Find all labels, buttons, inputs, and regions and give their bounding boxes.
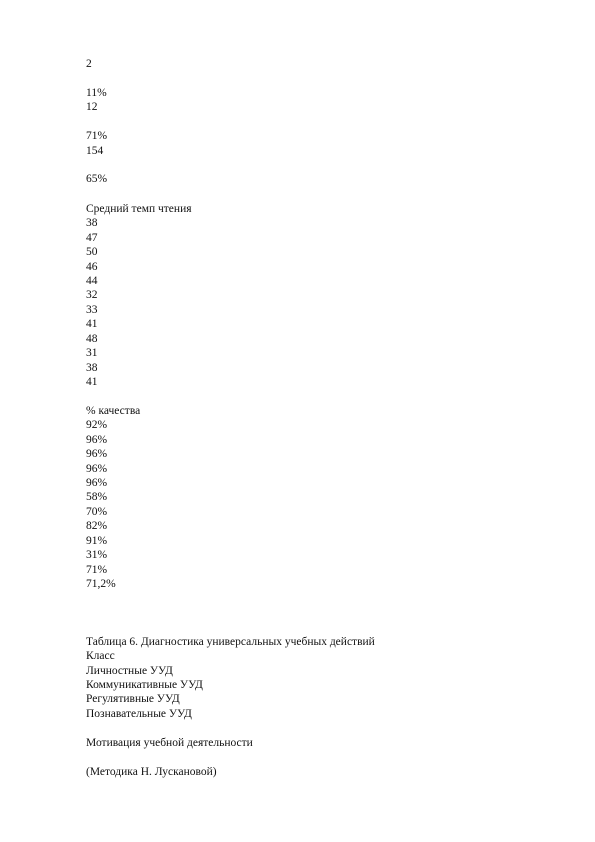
text-line: 154 — [86, 145, 104, 157]
tempo-value: 44 — [86, 275, 98, 287]
quality-value: 91% — [86, 535, 108, 547]
text-line: 11% — [86, 87, 107, 99]
quality-value: 70% — [86, 506, 108, 518]
quality-value: 96% — [86, 434, 108, 446]
table-caption: Таблица 6. Диагностика универсальных учебных действий — [86, 636, 375, 648]
quality-value: 71,2% — [86, 578, 116, 590]
tempo-value: 47 — [86, 232, 98, 244]
text-line: 71% — [86, 130, 108, 142]
tempo-value: 33 — [86, 304, 98, 316]
quality-value: 96% — [86, 463, 108, 475]
table-row-label: Познавательные УУД — [86, 708, 192, 720]
table-row-label: Коммуникативные УУД — [86, 679, 203, 691]
quality-heading: % качества — [86, 405, 141, 417]
quality-value: 92% — [86, 419, 108, 431]
text-line: 65% — [86, 173, 108, 185]
tempo-value: 38 — [86, 362, 98, 374]
motivation-heading: Мотивация учебной деятельности — [86, 737, 253, 749]
quality-value: 82% — [86, 520, 108, 532]
quality-value: 31% — [86, 549, 108, 561]
quality-value: 58% — [86, 491, 108, 503]
tempo-value: 48 — [86, 333, 98, 345]
tempo-value: 46 — [86, 261, 98, 273]
text-line: 12 — [86, 101, 98, 113]
tempo-value: 50 — [86, 246, 98, 258]
quality-value: 96% — [86, 477, 108, 489]
method-note: (Методика Н. Лускановой) — [86, 766, 217, 778]
text-line: 2 — [86, 58, 92, 70]
table-row-label: Регулятивные УУД — [86, 693, 180, 705]
quality-value: 96% — [86, 448, 108, 460]
table-row-label: Личностные УУД — [86, 665, 173, 677]
quality-value: 71% — [86, 564, 108, 576]
tempo-value: 38 — [86, 217, 98, 229]
tempo-value: 41 — [86, 376, 98, 388]
table-row-label: Класс — [86, 650, 115, 662]
tempo-heading: Средний темп чтения — [86, 203, 192, 215]
tempo-value: 31 — [86, 347, 98, 359]
tempo-value: 32 — [86, 289, 98, 301]
tempo-value: 41 — [86, 318, 98, 330]
